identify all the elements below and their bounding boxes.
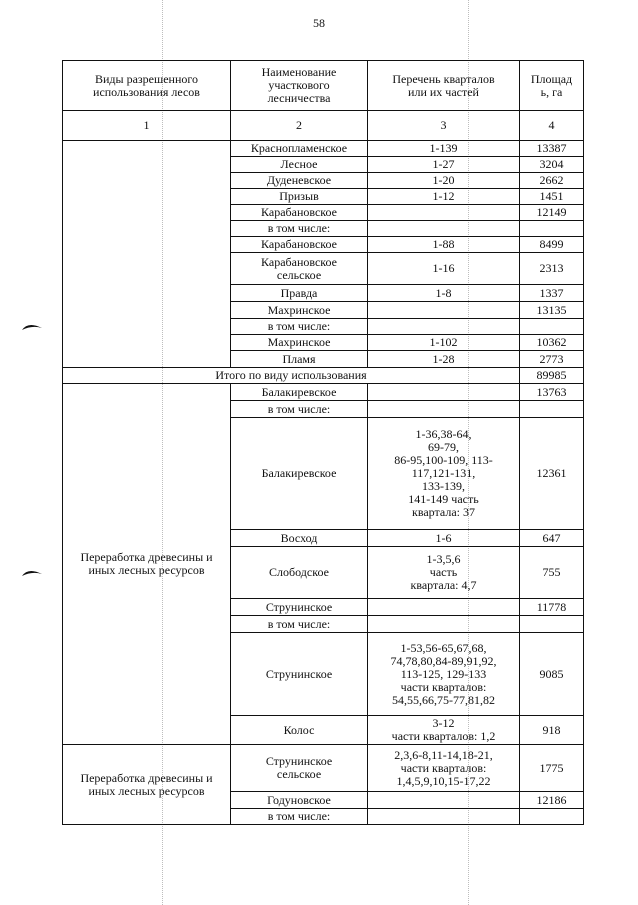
area-cell: 9085 — [520, 633, 584, 716]
quarters-cell — [368, 221, 520, 237]
area-cell — [520, 401, 584, 418]
district-cell: в том числе: — [231, 221, 368, 237]
area-cell: 13387 — [520, 141, 584, 157]
district-cell: Восход — [231, 530, 368, 547]
header-quarters: Перечень кварталов или их частей — [368, 61, 520, 111]
total-area: 89985 — [520, 368, 584, 384]
district-cell: в том числе: — [231, 809, 368, 825]
area-cell — [520, 221, 584, 237]
district-cell: Балакиревское — [231, 418, 368, 530]
quarters-cell: 1-12 — [368, 189, 520, 205]
punch-hole-mark — [20, 320, 44, 332]
district-cell: Призыв — [231, 189, 368, 205]
quarters-cell: 1-27 — [368, 157, 520, 173]
area-cell: 918 — [520, 716, 584, 745]
quarters-cell — [368, 384, 520, 401]
district-cell: Струнинское сельское — [231, 745, 368, 792]
table-header-row — [63, 61, 584, 111]
district-cell: Струнинское — [231, 633, 368, 716]
quarters-cell: 1-36,38-64, 69-79, 86-95,100-109, 113- 117,121-131, 133-139, 141-149 часть квартала: 37 — [368, 418, 520, 530]
area-cell: 2773 — [520, 351, 584, 368]
area-cell: 8499 — [520, 237, 584, 253]
quarters-cell: 1-28 — [368, 351, 520, 368]
quarters-cell — [368, 809, 520, 825]
district-cell: Слободское — [231, 547, 368, 599]
quarters-cell — [368, 401, 520, 418]
quarters-cell — [368, 599, 520, 616]
district-cell: в том числе: — [231, 319, 368, 335]
area-cell: 12149 — [520, 205, 584, 221]
area-cell: 755 — [520, 547, 584, 599]
header-use-type: Виды разрешенного использования лесов — [63, 61, 231, 111]
area-cell — [520, 319, 584, 335]
quarters-cell: 1-16 — [368, 253, 520, 285]
quarters-cell — [368, 319, 520, 335]
area-cell: 11778 — [520, 599, 584, 616]
district-cell: Махринское — [231, 302, 368, 319]
quarters-cell — [368, 792, 520, 809]
area-cell: 10362 — [520, 335, 584, 351]
column-number: 4 — [520, 111, 584, 141]
district-cell: Правда — [231, 285, 368, 302]
district-cell: Карабановское сельское — [231, 253, 368, 285]
area-cell: 12186 — [520, 792, 584, 809]
column-number-row — [63, 111, 584, 141]
column-number: 1 — [63, 111, 231, 141]
total-row — [63, 368, 584, 384]
quarters-cell: 1-139 — [368, 141, 520, 157]
district-cell: Дуденевское — [231, 173, 368, 189]
area-cell: 3204 — [520, 157, 584, 173]
area-cell: 1451 — [520, 189, 584, 205]
area-cell: 12361 — [520, 418, 584, 530]
quarters-cell: 1-8 — [368, 285, 520, 302]
district-cell: Карабановское — [231, 205, 368, 221]
quarters-cell — [368, 302, 520, 319]
district-cell: Лесное — [231, 157, 368, 173]
area-cell: 13135 — [520, 302, 584, 319]
area-cell: 13763 — [520, 384, 584, 401]
column-number: 3 — [368, 111, 520, 141]
district-cell: Пламя — [231, 351, 368, 368]
section-3 — [63, 745, 584, 825]
total-label: Итого по виду использования — [63, 368, 520, 384]
header-area: Площад ь, га — [520, 61, 584, 111]
area-cell: 1337 — [520, 285, 584, 302]
district-cell: Краснопламенское — [231, 141, 368, 157]
table-row — [63, 745, 584, 792]
area-cell: 1775 — [520, 745, 584, 792]
quarters-cell — [368, 205, 520, 221]
district-cell: Годуновское — [231, 792, 368, 809]
use-type-cell: Переработка древесины и иных лесных ресурсов — [63, 384, 231, 745]
quarters-cell: 1-20 — [368, 173, 520, 189]
quarters-cell: 1-88 — [368, 237, 520, 253]
table-row — [63, 141, 584, 157]
quarters-cell: 1-6 — [368, 530, 520, 547]
quarters-cell: 1-53,56-65,67,68, 74,78,80,84-89,91,92, 113-125, 129-133 части кварталов: 54,55,66,75-77,81,82 — [368, 633, 520, 716]
area-cell: 2313 — [520, 253, 584, 285]
page-number: 58 — [313, 16, 325, 30]
column-number: 2 — [231, 111, 368, 141]
district-cell: Карабановское — [231, 237, 368, 253]
area-cell — [520, 809, 584, 825]
quarters-cell: 1-102 — [368, 335, 520, 351]
quarters-cell: 2,3,6-8,11-14,18-21, части кварталов: 1,4,5,9,10,15-17,22 — [368, 745, 520, 792]
quarters-cell: 1-3,5,6 часть квартала: 4,7 — [368, 547, 520, 599]
header-district: Наименование участкового лесничества — [231, 61, 368, 111]
punch-hole-mark — [20, 566, 44, 578]
use-type-cell: Переработка древесины и иных лесных ресурсов — [63, 745, 231, 825]
section-1 — [63, 141, 584, 368]
section-2 — [63, 384, 584, 745]
area-cell: 647 — [520, 530, 584, 547]
quarters-cell — [368, 616, 520, 633]
district-cell: Колос — [231, 716, 368, 745]
district-cell: в том числе: — [231, 401, 368, 418]
forest-use-table — [62, 60, 584, 825]
district-cell: Балакиревское — [231, 384, 368, 401]
district-cell: Махринское — [231, 335, 368, 351]
table-row — [63, 384, 584, 401]
area-cell: 2662 — [520, 173, 584, 189]
area-cell — [520, 616, 584, 633]
district-cell: Струнинское — [231, 599, 368, 616]
use-type-cell — [63, 141, 231, 368]
quarters-cell: 3-12 части кварталов: 1,2 — [368, 716, 520, 745]
district-cell: в том числе: — [231, 616, 368, 633]
